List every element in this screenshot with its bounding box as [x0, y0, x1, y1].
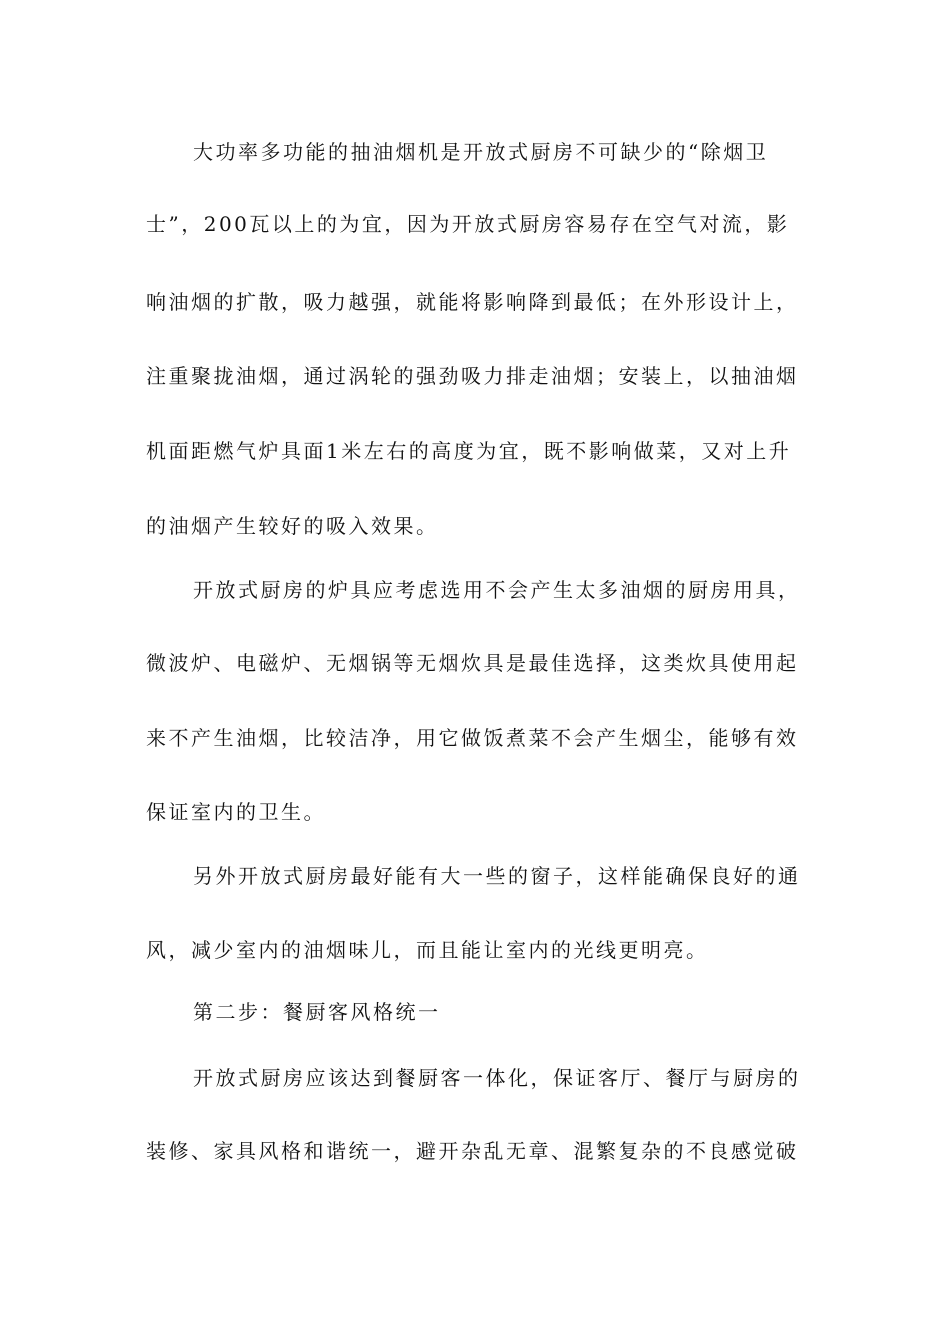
- paragraph-1-line-2: 士”，200瓦以上的为宜，因为开放式厨房容易存在空气对流，影: [146, 212, 790, 236]
- paragraph-2-line-3: 来不产生油烟，比较洁净，用它做饭煮菜不会产生烟尘，能够有效: [146, 726, 799, 750]
- paragraph-3-line-1: 另外开放式厨房最好能有大一些的窗子，这样能确保良好的通: [193, 864, 801, 888]
- paragraph-1-line-5: 机面距燃气炉具面1米左右的高度为宜，既不影响做菜，又对上升: [146, 439, 792, 463]
- paragraph-2-line-2: 微波炉、电磁炉、无烟锅等无烟炊具是最佳选择，这类炊具使用起: [146, 651, 799, 675]
- paragraph-4-line-1: 开放式厨房应该达到餐厨客一体化，保证客厅、餐厅与厨房的: [193, 1066, 801, 1090]
- paragraph-2-line-1: 开放式厨房的炉具应考虑选用不会产生太多油烟的厨房用具，: [193, 578, 801, 602]
- paragraph-1-line-6: 的油烟产生较好的吸入效果。: [146, 514, 439, 538]
- section-heading: 第二步：餐厨客风格统一: [193, 1000, 441, 1024]
- paragraph-1-line-3: 响油烟的扩散，吸力越强，就能将影响降到最低；在外形设计上，: [146, 290, 799, 314]
- paragraph-4-line-2: 装修、家具风格和谐统一，避开杂乱无章、混繁复杂的不良感觉破: [146, 1139, 799, 1163]
- paragraph-2-line-4: 保证室内的卫生。: [146, 800, 326, 824]
- paragraph-1-line-4: 注重聚拢油烟，通过涡轮的强劲吸力排走油烟；安装上，以抽油烟: [146, 364, 799, 388]
- paragraph-1-line-1: 大功率多功能的抽油烟机是开放式厨房不可缺少的“除烟卫: [193, 140, 769, 164]
- paragraph-3-line-2: 风，减少室内的油烟味儿，而且能让室内的光线更明亮。: [146, 938, 709, 962]
